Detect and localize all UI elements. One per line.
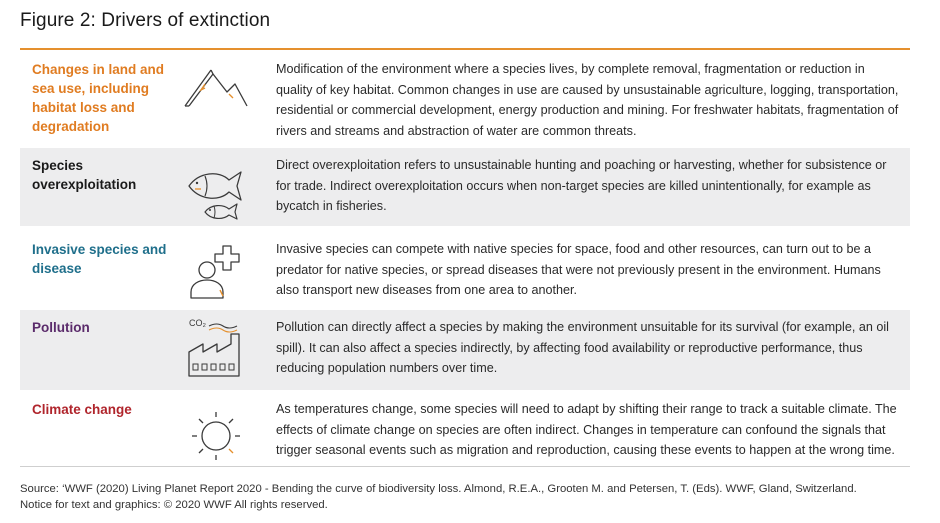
- figure-title: Figure 2: Drivers of extinction: [20, 10, 271, 31]
- driver-row-climate: [20, 392, 910, 466]
- driver-label: Climate change: [32, 402, 132, 417]
- title-rule: [20, 48, 910, 50]
- driver-label: Pollution: [32, 320, 90, 335]
- copyright-notice: Notice for text and graphics: © 2020 WWF All rights reserved.: [20, 498, 328, 511]
- driver-label: Changes in land and sea use, including habitat loss and degradation: [32, 62, 165, 134]
- co2-label: CO₂: [189, 318, 206, 328]
- factory-icon: [183, 318, 253, 384]
- source-citation: Source: ‘WWF (2020) Living Planet Report 2020 - Bending the curve of biodiversity loss. Almond, R.E.A., Grooten M. and Petersen, T. (Eds). WWF, Gland, Switzerland.: [20, 483, 857, 495]
- driver-row-overexploitation: [20, 148, 910, 226]
- driver-row-land-use: [20, 52, 910, 140]
- source-note: [20, 482, 920, 513]
- driver-description: As temperatures change, some species will need to adapt by shifting their range to track a suitable climate. The effects of climate change on species are often indirect. Changes in temperature can confound the signals that trigger seasonal events such as migration and reproduction, causing these events to happen at the wrong time.: [276, 402, 897, 457]
- driver-row-pollution: [20, 310, 910, 390]
- driver-label: Invasive species and disease: [32, 242, 167, 276]
- person-cross-icon: [183, 240, 253, 306]
- driver-label: Species overexploitation: [32, 158, 137, 192]
- fish-icon: [183, 156, 253, 222]
- driver-description: Modification of the environment where a species lives, by complete removal, fragmentation or reduction in quality of key habitat. Common changes in use are caused by unsustainable agriculture, logging, transportation, residential or commercial development, energy production and mining. For freshwater habitats, fragmentation of rivers and streams and abstraction of water are common threats.: [276, 62, 899, 138]
- table-bottom-rule: [20, 466, 910, 467]
- driver-row-invasive: [20, 232, 910, 308]
- sun-icon: [183, 400, 253, 466]
- driver-description: Invasive species can compete with native species for space, food and other resources, can turn out to be a predator for native species, or spread diseases that were not previously present in the environment. Humans also transport new diseases from one area to another.: [276, 242, 881, 297]
- mountain-icon: [183, 60, 253, 126]
- driver-description: Pollution can directly affect a species by making the environment unsuitable for its survival (for example, an oil spill). It can also affect a species indirectly, by affecting food availability or reproductive performance, thus reducing population numbers over time.: [276, 320, 889, 375]
- driver-description: Direct overexploitation refers to unsustainable hunting and poaching or harvesting, whether for subsistence or for trade. Indirect overexploitation occurs when non-target species are killed unintentionally, for example as bycatch in fisheries.: [276, 158, 887, 213]
